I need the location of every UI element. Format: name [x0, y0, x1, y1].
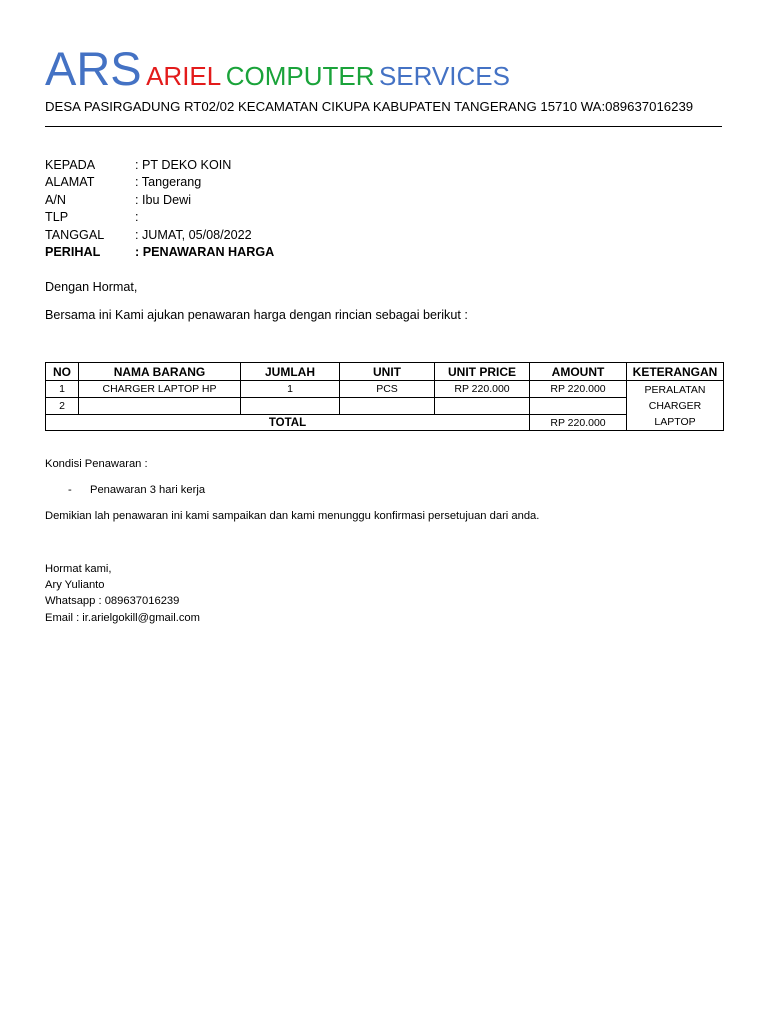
column-header: AMOUNT [530, 363, 627, 381]
total-amount: RP 220.000 [530, 415, 627, 431]
info-row-an [45, 192, 274, 209]
kondisi-item [68, 484, 205, 496]
cell-jumlah [241, 398, 340, 415]
cell-no: 2 [46, 398, 79, 415]
total-label: TOTAL [46, 415, 530, 431]
info-key: TANGGAL [45, 227, 105, 242]
cell-keterangan [627, 381, 724, 431]
info-row-tlp [45, 209, 274, 226]
info-value: : PENAWARAN HARGA [135, 244, 275, 259]
intro-paragraph: Bersama ini Kami ajukan penawaran harga dengan rincian sebagai berikut : [45, 308, 468, 322]
signature-email: Email : ir.arielgokill@gmail.com [45, 611, 200, 624]
table-header-row [46, 363, 724, 381]
cell-unit-price: RP 220.000 [435, 381, 530, 398]
info-value: : PT DEKO KOIN [135, 158, 232, 172]
table-row [46, 381, 724, 398]
info-row-alamat [45, 174, 274, 191]
signature-whatsapp: Whatsapp : 089637016239 [45, 595, 180, 608]
header-divider [45, 126, 722, 127]
cell-unit-price [435, 398, 530, 415]
column-header: NAMA BARANG [79, 363, 241, 381]
cell-nama-barang [79, 398, 241, 415]
company-address: DESA PASIRGADUNG RT02/02 KECAMATAN CIKUPA KABUPATEN TANGERANG 15710 WA:089637016239 [45, 99, 694, 114]
info-value: : Tangerang [135, 175, 202, 190]
column-header: KETERANGAN [627, 363, 724, 381]
info-value: : [135, 210, 139, 225]
keterangan-line: CHARGER [648, 399, 702, 412]
info-key: A/N [45, 192, 66, 207]
keterangan-line: PERALATAN [644, 383, 706, 396]
logo-ars: ARS [45, 42, 142, 95]
company-name-word-3: SERVICES [378, 61, 510, 91]
table-row [46, 398, 724, 415]
letterhead-logo [45, 42, 510, 95]
info-value: : JUMAT, 05/08/2022 [135, 227, 252, 242]
signature-block [45, 561, 200, 626]
cell-amount [530, 398, 627, 415]
signature-name: Ary Yulianto [45, 579, 105, 592]
info-key: KEPADA [45, 158, 96, 172]
info-row-tanggal [45, 227, 274, 244]
column-header: UNIT PRICE [435, 363, 530, 381]
company-name-word-1: ARIEL [146, 61, 222, 91]
column-header: JUMLAH [241, 363, 340, 381]
kondisi-item-text: Penawaran 3 hari kerja [90, 484, 206, 496]
cell-unit [340, 398, 435, 415]
info-value: : Ibu Dewi [135, 192, 191, 207]
info-row-perihal [45, 244, 274, 261]
cell-nama-barang: CHARGER LAPTOP HP [79, 381, 241, 398]
company-name-word-2: COMPUTER [225, 61, 375, 91]
greeting: Dengan Hormat, [45, 280, 138, 294]
kondisi-title: Kondisi Penawaran : [45, 458, 148, 470]
table-total-row [46, 415, 724, 431]
column-header: UNIT [340, 363, 435, 381]
info-key: TLP [45, 210, 69, 225]
keterangan-line: LAPTOP [654, 415, 696, 428]
cell-jumlah: 1 [241, 381, 340, 398]
price-table [45, 362, 724, 431]
info-key: PERIHAL [45, 244, 101, 259]
bullet-dash: - [68, 484, 72, 496]
column-header: NO [46, 363, 79, 381]
cell-amount: RP 220.000 [530, 381, 627, 398]
info-key: ALAMAT [45, 175, 95, 190]
signature-line: Hormat kami, [45, 563, 112, 575]
cell-unit: PCS [340, 381, 435, 398]
info-row-kepada [45, 157, 274, 174]
closing-paragraph: Demikian lah penawaran ini kami sampaikan dan kami menunggu konfirmasi persetujuan dari anda. [45, 510, 540, 522]
cell-no: 1 [46, 381, 79, 398]
recipient-info [45, 157, 274, 261]
